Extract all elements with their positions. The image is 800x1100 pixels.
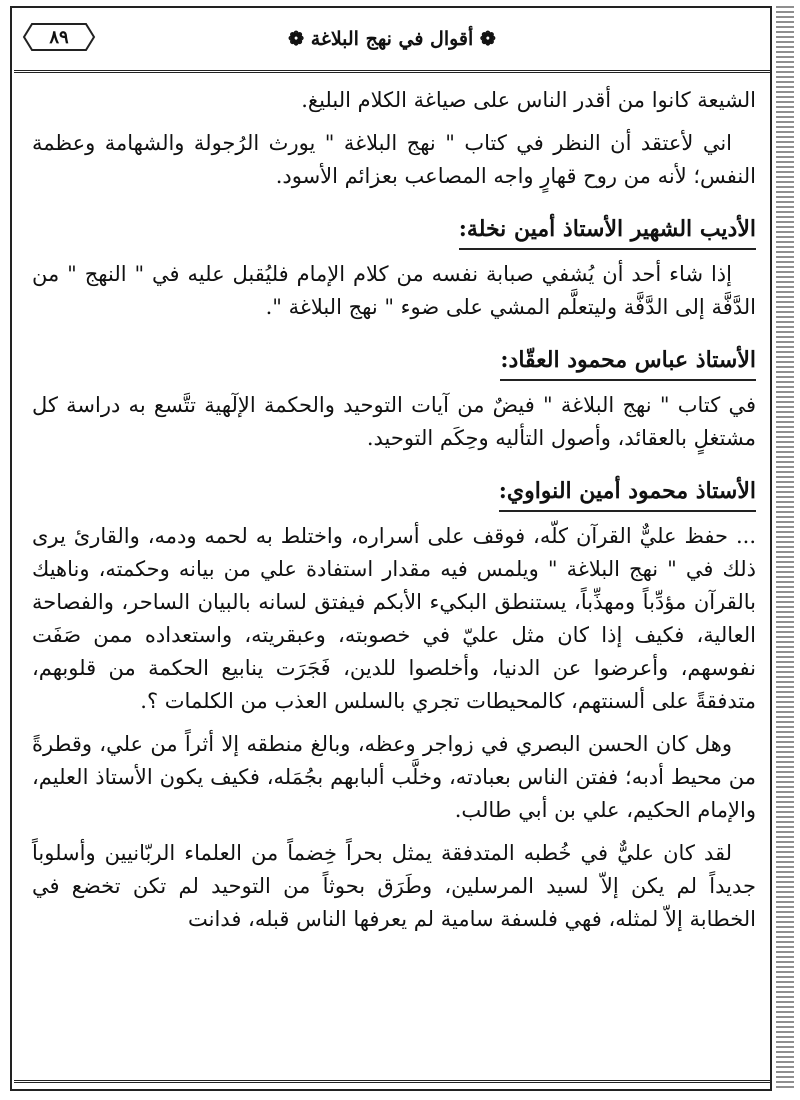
paragraph: اني لأعتقد أن النظر في كتاب " نهج البلاغة " يورث الرُجولة والشهامة وعظمة النفس؛ لأنه من روح قهارٍ واجه المصاعب بعزائم الأسود.	[32, 131, 756, 188]
paragraph: ... حفظ عليٌّ القرآن كلّه، فوقف على أسراره، واختلط به لحمه ودمه، والقارئ يرى ذلك في " نهج البلاغة " ويلمس فيه مقدار استفادة علي من بيانه وحكمته، وناهيك بالقرآن مؤدِّباً ومهذِّباً، يستنطق البكيء الأبكم فيفتق لسانه بالبيان الساحر، والفصاحة العالية، فكيف إذا كان مثل عليّ في خصوبته، وعبقريته، واستعداده ممن صَفَت نفوسهم، وأعرضوا عن الدنيا، وأخلصوا للدين، فَجَرَت ينابيع الحكمة من قلوبهم، متدفقةً على ألسنتهم، كالمحيطات تجري بالسلس العذب من الكلمات ؟.	[32, 524, 756, 713]
bottom-rule	[14, 1080, 770, 1083]
paragraph: الشيعة كانوا من أقدر الناس على صياغة الكلام البليغ.	[301, 88, 756, 112]
paragraph: إذا شاء أحد أن يُشفي صبابة نفسه من كلام الإمام فليُقبل عليه في " النهج " من الدَّفَّة إلى الدَّفَّة وليتعلَّم المشي على ضوء " نهج البلاغة ".	[32, 262, 756, 319]
paragraph: في كتاب " نهج البلاغة " فيضٌ من آيات التوحيد والحكمة الإلٓهية تتَّسع به دراسة كل مشتغلٍ بالعقائد، وأصول التأليه وحِكَم التوحيد.	[32, 393, 756, 450]
page-body	[32, 84, 756, 946]
section-heading: الأستاذ عباس محمود العقّاد:	[500, 344, 756, 381]
paragraph: وهل كان الحسن البصري في زواجر وعظه، وبالغ منطقه إلا أثراً من علي، وقطرةً من محيط أدبه؛ ففتن الناس بعبادته، وخلَّب ألبابهم بجُمَله، فكيف يكون الأستاذ العليم، والإمام الحكيم، علي بن أبي طالب.	[32, 732, 756, 822]
page-header	[14, 12, 770, 73]
paragraph: لقد كان عليٌّ في خُطبه المتدفقة يمثل بحراً خِضماً من العلماء الربّانيين وأسلوباً جديداً لم يكن إلاّ لسيد المرسلين، وطَرَق بحوثاً من التوحيد لم تكن تخضع في الخطابة إلاّ لمثله، فهي فلسفة سامية لم يعرفها الناس قبله، فدانت	[32, 841, 756, 931]
section-heading: الأستاذ محمود أمين النواوي:	[499, 475, 756, 512]
side-border-ornament	[776, 6, 794, 1091]
page-number: ٨٩	[49, 27, 69, 48]
running-title: ❁ أقوال في نهج البلاغة ❁	[288, 28, 496, 50]
section-heading: الأديب الشهير الأستاذ أمين نخلة:	[459, 213, 756, 250]
